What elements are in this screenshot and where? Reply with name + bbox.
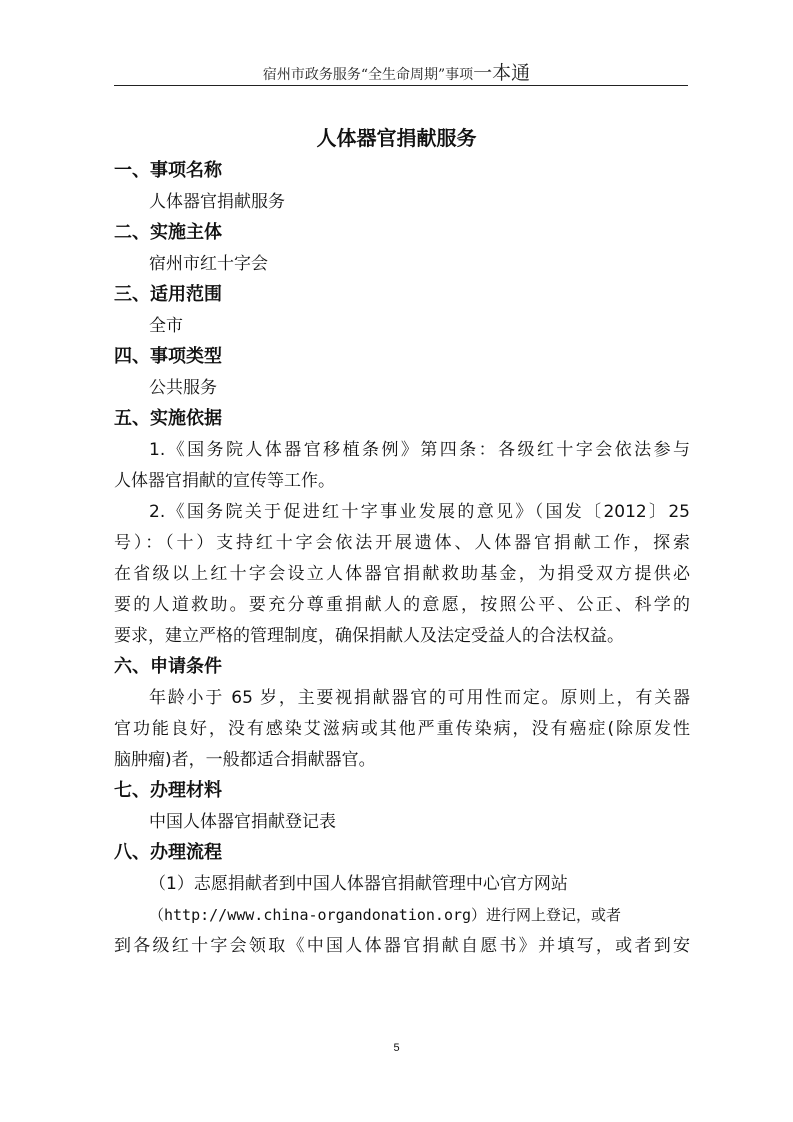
section-heading-conditions: 六、申请条件: [114, 656, 222, 677]
page-title: 人体器官捐献服务: [316, 126, 477, 150]
scope-text: 全市: [149, 316, 183, 336]
process-line: 到各级红十字会领取《中国人体器官捐献自愿书》并填写，或者到安: [114, 936, 690, 956]
section-heading-item-type: 四、事项类型: [114, 346, 222, 367]
process-line: [114, 900, 690, 931]
process-line: （1）志愿捐献者到中国人体器官捐献管理中心官方网站: [149, 874, 568, 894]
section-heading-materials: 七、办理材料: [114, 780, 222, 801]
header-text-large: 一本通: [473, 62, 531, 84]
section-heading-scope: 三、适用范围: [114, 284, 222, 305]
legal-basis-line: 号）：（十）支持红十字会依法开展遗体、人体器官捐献工作，探索: [114, 533, 690, 553]
header-rule: [114, 85, 688, 86]
process-url-line: （http://www.china-organdonation.org）进行网上登记，或者: [149, 906, 622, 924]
conditions-line: 脑肿瘤)者，一般都适合捐献器官。: [114, 750, 376, 770]
legal-basis-line: 人体器官捐献的宣传等工作。: [114, 471, 335, 491]
legal-basis-line: 要的人道救助。要充分尊重捐献人的意愿，按照公平、公正、科学的: [114, 595, 690, 615]
header-text: 宿州市政务服务“全生命周期”事项: [262, 67, 474, 83]
section-heading-process: 八、办理流程: [114, 842, 222, 863]
page-number: 5: [393, 1042, 400, 1054]
item-type-text: 公共服务: [149, 378, 217, 398]
materials-text: 中国人体器官捐献登记表: [149, 812, 336, 832]
section-heading-implementer: 二、实施主体: [114, 222, 222, 243]
conditions-line: 官功能良好，没有感染艾滋病或其他严重传染病，没有癌症(除原发性: [114, 719, 690, 739]
legal-basis-line: 1.《国务院人体器官移植条例》第四条：各级红十字会依法参与: [149, 440, 690, 460]
legal-basis-line: 要求，建立严格的管理制度，确保捐献人及法定受益人的合法权益。: [114, 626, 624, 646]
legal-basis-line: 在省级以上红十字会设立人体器官捐献救助基金，为捐受双方提供必: [114, 564, 690, 584]
legal-basis-line: 2.《国务院关于促进红十字事业发展的意见》（国发〔2012〕25: [149, 502, 690, 522]
document-body: [114, 156, 690, 962]
conditions-line: 年龄小于 65 岁，主要视捐献器官的可用性而定。原则上，有关器: [149, 688, 690, 708]
section-heading-legal-basis: 五、实施依据: [114, 408, 222, 429]
item-name-text: 人体器官捐献服务: [149, 192, 285, 212]
implementer-text: 宿州市红十字会: [149, 254, 268, 274]
running-header: [0, 58, 793, 85]
section-heading-item-name: 一、事项名称: [114, 160, 222, 181]
